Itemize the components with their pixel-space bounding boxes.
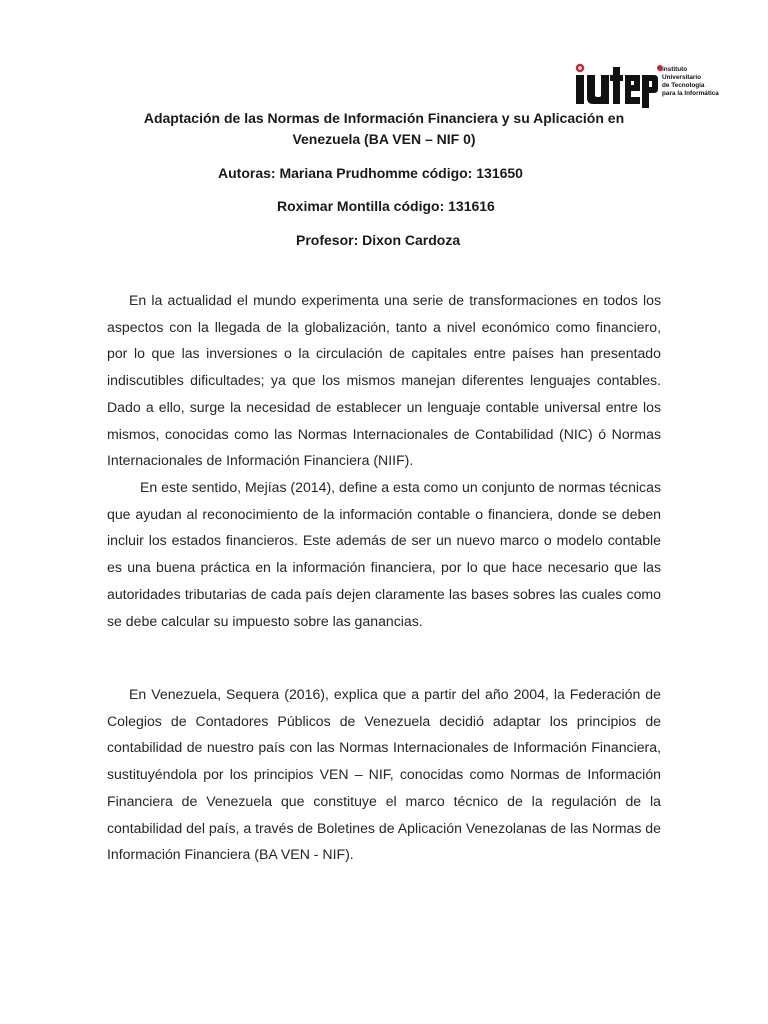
iutepi-logo-mark — [574, 62, 662, 108]
institution-logo — [574, 62, 734, 108]
body-paragraph-1: En la actualidad el mundo experimenta una serie de transformaciones en todos los aspectos con la llegada de la globalización, tanto a nivel económico como financiero, por lo que las inversiones o la circulación de capitales entre países han presentado indiscutibles dificultades; ya que los mismos manejan diferentes lenguajes contables. Dado a ello, surge la necesidad de establecer un lenguaje contable universal entre los mismos, conocidas como las Normas Internacionales de Contabilidad (NIC) ó Normas Internacionales de Información Financiera (NIIF). — [107, 292, 661, 469]
professor-line: Profesor: Dixon Cardoza — [296, 232, 461, 248]
authors-line: Autoras: Mariana Prudhomme código: 131650 — [218, 165, 523, 181]
second-author-line: Roximar Montilla código: 131616 — [277, 198, 495, 214]
document-title: Adaptación de las Normas de Información Financiera y su Aplicación en Venezuela (BA VEN – NIF 0) — [143, 110, 625, 147]
body-paragraph-2: En este sentido, Mejías (2014), define a esta como un conjunto de normas técnicas que ayudan al reconocimiento de la información contable o financiera, donde se deben incluir los estados financieros. Este además de ser un nuevo marco o modelo contable es una buena práctica en la información financiera, por lo que hace necesario que las autoridades tributarias de cada país dejen claramente las bases sobres las cuales como se debe calcular su impuesto sobre las ganancias. — [107, 479, 661, 629]
logo-line: Universitario — [662, 74, 702, 81]
logo-line: de Tecnología — [662, 82, 705, 89]
logo-caption — [662, 66, 719, 98]
body-paragraph-3: En Venezuela, Sequera (2016), explica que a partir del año 2004, la Federación de Colegios de Contadores Públicos de Venezuela decidió adaptar los principios de contabilidad de nuestro país con las Normas Internacionales de Información Financiera, sustituyéndola por los principios VEN – NIF, conocidas como Normas de Información Financiera de Venezuela que constituye el marco técnico de la regulación de la contabilidad del país, a través de Boletines de Aplicación Venezolanas de las Normas de Información Financiera (BA VEN - NIF). — [107, 686, 661, 863]
logo-line: para la Informática — [662, 90, 719, 97]
logo-line: Instituto — [662, 66, 688, 73]
